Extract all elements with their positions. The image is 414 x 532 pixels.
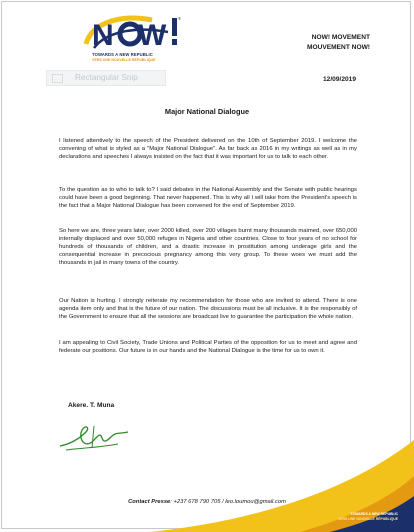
- paragraph: Our Nation is hurting. I strongly reiterate my recommendation for those who are invited to attend. There is one agenda item only and that is the future of our nation. The discussions must be all inclusive. It is the responsibly of the Government to ensure that all the sessions are broadcast live to guarantee the participation the whole nation.: [59, 298, 357, 321]
- footer-tagline-fr: VERS UNE NOUVELLE RÉPUBLIQUE: [338, 516, 398, 521]
- paragraph: To the question as to who to talk to? I said debates in the National Assembly and the Senate with public hearings could have been a good beginning. That never happened. This is why all I will take from the President's speech is the fact that a Major National Dialogue has been convened for the end of September 2019.: [59, 187, 357, 210]
- letter-date: 12/09/2019: [322, 76, 356, 83]
- signer-name: Akere. T. Muna: [68, 402, 115, 409]
- now-logo: [82, 14, 182, 64]
- svg-text:W: W: [138, 19, 166, 50]
- letter-title: Major National Dialogue: [164, 107, 250, 116]
- contact-details: : +237 678 790 705 / leo.loumou@gmail.com: [170, 499, 286, 505]
- movement-name-en: NOW! MOVEMENT: [311, 34, 370, 41]
- logo-tagline-en: TOWARDS A NEW REPUBLIC: [92, 52, 153, 57]
- rectangular-snip-button[interactable]: [46, 70, 166, 86]
- paragraph: So here we are, three years later, over 2000 killed, over 200 villages burnt many thousands maimed, over 650,000 internally displaced and over 50,000 refuges in Nigeria and other countries. Close to four years of no school for hundreds of thousands of children, and a drastic increase in prostitution among underage girls and the consequential increase in precocious pregnancy among this very group. To these woes we must add the thousands in jail in many towns of the country.: [59, 228, 357, 267]
- svg-text:N: N: [92, 19, 113, 50]
- paragraph: I listened attentively to the speech of the President delivered on the 10th of September 2019. I welcome the convening of what is styled as a "Major National Dialogue". As far back as 2016 in my writings as well as in my declarations and speeches I always insisted on the fact that it was important for us to talk to each other.: [59, 138, 357, 161]
- now-logo-mark: [82, 14, 182, 50]
- contact-label: Contact Presse: [128, 499, 171, 505]
- movement-heading: [307, 33, 370, 52]
- footer-tagline: [338, 512, 398, 521]
- logo-tagline-fr: VERS UNE NOUVELLE RÉPUBLIQUE: [92, 57, 156, 62]
- svg-text:®: ®: [178, 16, 181, 21]
- scissors-icon: [52, 74, 63, 83]
- movement-name-fr: MOUVEMENT NOW!: [306, 43, 370, 51]
- footer-tagline-en: TOWARDS A NEW REPUBLIC: [350, 512, 398, 516]
- press-contact: [0, 499, 414, 505]
- snip-label: Rectangular Snip: [75, 73, 138, 82]
- paragraph: I am appealing to Civil Society, Trade Unions and Political Parties of the opposition for us to meet and agree and federate our positions. Our future is in our hands and the National Dialogue is the time for us to own it.: [59, 340, 357, 355]
